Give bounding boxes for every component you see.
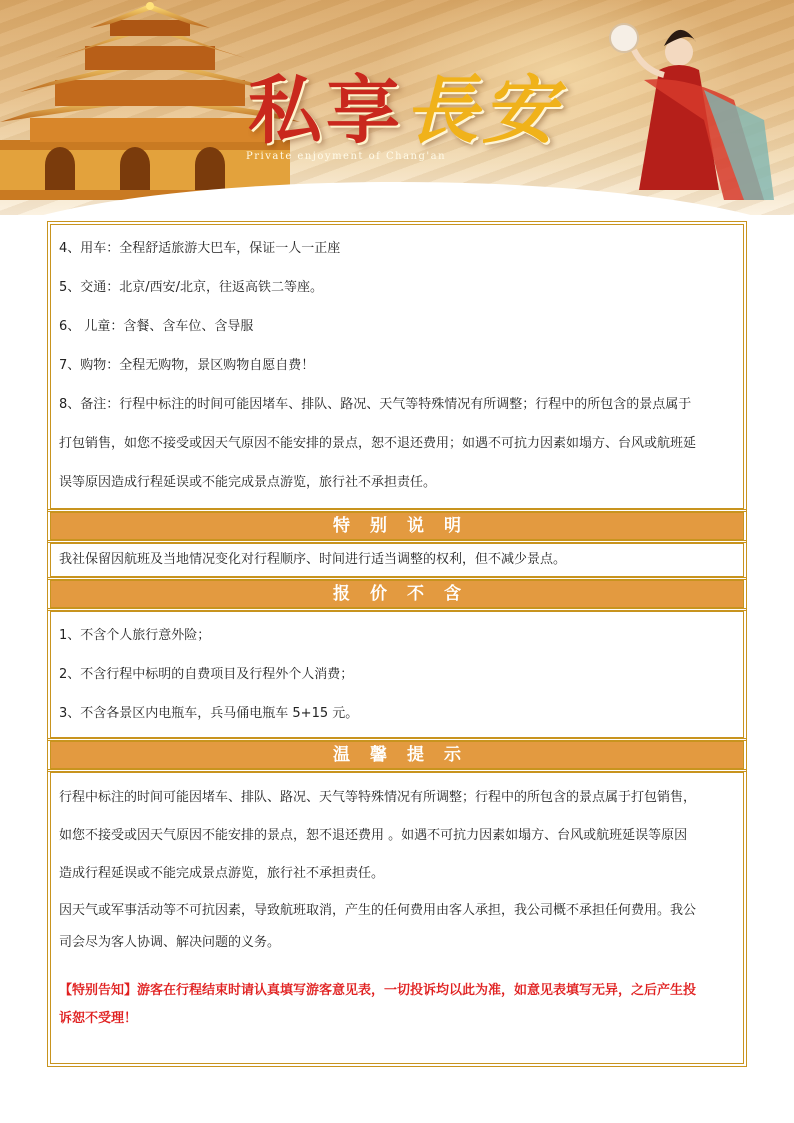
exclusions-box [50, 611, 744, 738]
notes-box [50, 224, 744, 509]
tang-lady-illustration [604, 10, 794, 210]
note-item: 7、购物：全程无购物，景区购物自愿自费！ [59, 358, 315, 373]
itinerary-content [47, 221, 747, 1064]
exclusion-item: 3、不含各景区内电瓶车，兵马俑电瓶车 5+15 元。 [59, 706, 359, 721]
tips-paragraph-line: 司会尽为客人协调、解决问题的义务。 [59, 935, 281, 950]
tips-line: 行程中标注的时间可能因堵车、排队、路况、天气等特殊情况有所调整；行程中的所包含的景点属于打包销售， [59, 790, 697, 805]
banner-subtitle: Private enjoyment of Chang'an [246, 151, 447, 162]
tips-line: 如您不接受或因天气原因不能安排的景点，恕不退还费用 。如遇不可抗力因素如塌方、台风或航班延误等原因 [59, 828, 688, 843]
note-item: 打包销售，如您不接受或因天气原因不能安排的景点，恕不退还费用；如遇不可抗力因素如塌方、台风或航班延 [59, 436, 697, 451]
tips-box [50, 772, 744, 1064]
tips-heading: 温馨提示 [50, 741, 744, 769]
exclusion-item: 2、不含行程中标明的自费项目及行程外个人消费； [59, 667, 354, 682]
special-box [50, 543, 744, 577]
header-banner [0, 0, 794, 215]
special-notice-warning: 【特别告知】游客在行程结束时请认真填写游客意见表，一切投诉均以此为准，如意见表填写无异，之后产生投 [59, 983, 697, 998]
note-item: 5、交通：北京/西安/北京，往返高铁二等座。 [59, 280, 324, 295]
special-text: 我社保留因航班及当地情况变化对行程顺序、时间进行适当调整的权利，但不减少景点。 [59, 552, 567, 567]
tips-paragraph-line: 因天气或军事活动等不可抗因素，导致航班取消，产生的任何费用由客人承担，我公司概不承担任何费用。我公 [59, 903, 697, 918]
note-item: 4、用车：全程舒适旅游大巴车，保证一人一正座 [59, 241, 341, 256]
banner-title [248, 52, 560, 158]
special-notice-warning: 诉恕不受理！ [59, 1011, 138, 1026]
tips-line: 造成行程延误或不能完成景点游览，旅行社不承担责任。 [59, 866, 385, 881]
banner-title-gold: 長安 [404, 68, 560, 154]
note-item: 6、 儿童：含餐、含车位、含导服 [59, 319, 254, 334]
note-item: 误等原因造成行程延误或不能完成景点游览，旅行社不承担责任。 [59, 475, 437, 490]
banner-title-red: 私享 [248, 68, 404, 154]
exclusions-heading: 报价不含 [50, 580, 744, 608]
note-item: 8、备注：行程中标注的时间可能因堵车、排队、路况、天气等特殊情况有所调整；行程中的所包含的景点属于 [59, 397, 692, 412]
exclusion-item: 1、不含个人旅行意外险； [59, 628, 211, 643]
special-heading: 特别说明 [50, 512, 744, 540]
